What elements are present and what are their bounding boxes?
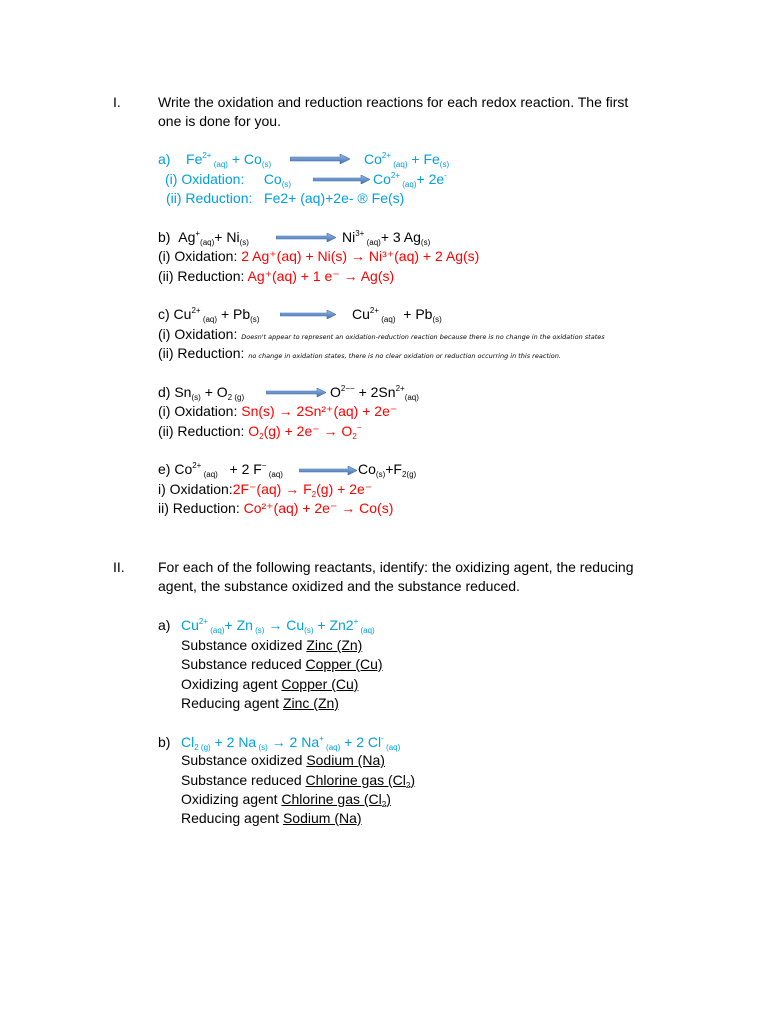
ii-a-row: Substance reduced Copper (Cu) [181, 656, 383, 672]
i-a-equation-right: $Co^{2+}$ $_{(aq)} + Fe_{(s)}$ [364, 151, 450, 169]
answer: Zinc (Zn) [282, 695, 339, 711]
ii-b-label: b) [158, 734, 171, 750]
i-b-reduction-line: (ii) Reduction: Ag⁺(aq) + 1 e⁻ → Ag(s) [158, 268, 395, 284]
i-d-reduction-answer: $O_2(g) + 2e^- \to O_2^-$ [248, 423, 362, 441]
i-c-oxidation-line: (i) Oxidation: Doesn't appear to represent an oxidation-reduction reaction because there is no change in the oxidation states [158, 326, 605, 342]
ii-a-row: Substance oxidized Zinc (Zn) [181, 637, 363, 653]
section-ii-numeral: II. [113, 559, 125, 575]
i-d-oxidation-line: (i) Oxidation: Sn(s) → 2Sn²⁺(aq) + 2e⁻ [158, 403, 398, 419]
section-ii-instruction-line2: agent, the substance oxidized and the substance reduced. [158, 578, 520, 594]
reaction-arrow [290, 154, 350, 164]
i-b-equation-right: $Ni^{3+}$ $_{(aq)}$+ 3 $Ag_{(s)}$ [342, 229, 431, 247]
i-b-equation-left: b) $Ag^+_{(aq)}+ Ni_{(s)}$ [158, 229, 249, 247]
ii-b-row: Oxidizing agent Chlorine gas $(Cl_2)$ [181, 791, 391, 809]
answer: Chlorine gas $(Cl_2)$ [281, 791, 391, 809]
i-b-oxidation-line: (i) Oxidation: 2 Ag⁺(aq) + Ni(s) → Ni³⁺(aq) + 2 Ag(s) [158, 248, 480, 264]
ii-b-equation: $Cl_{2 (g)} + 2$ Na $_{(s)}$ → 2 Na+ $_{(aq)}$ + 2 Cl- $_{(aq)}$ [181, 734, 401, 752]
answer: Sodium (Na) [306, 752, 385, 768]
section-ii-instruction-line1: For each of the following reactants, identify: the oxidizing agent, the reducing [158, 559, 634, 575]
ii-b-row: Reducing agent Sodium (Na) [181, 810, 362, 826]
ii-a-row: Reducing agent Zinc (Zn) [181, 695, 339, 711]
ii-b-row: Substance oxidized Sodium (Na) [181, 752, 385, 768]
i-a-equation-left: a) $Fe^{2+}$ $_{(aq)} + Co_{(s)}$ [158, 151, 272, 169]
i-a-reduction-line: (ii) Reduction: Fe2+ (aq)+2e- ® Fe(s) [166, 190, 405, 206]
i-d-equation-left: d) $Sn_{(s)} + O_{2 (g)}$ [158, 384, 245, 402]
i-e-reduction-answer: Co²⁺(aq) + 2e⁻ → Co(s) [243, 500, 394, 516]
i-e-oxidation-line: i) Oxidation:2F⁻(aq) → $F_2(g) + 2e^-$ [158, 481, 373, 499]
i-d-equation-right: $O^{2--} + 2Sn^{2+}_{(aq)}$ [330, 384, 419, 402]
i-c-equation-left: c) $Cu^{2+}$ $_{(aq)} + Pb_{(s)}$ [158, 306, 260, 324]
answer: Copper (Cu) [305, 656, 383, 672]
i-e-reduction-line: ii) Reduction: Co²⁺(aq) + 2e⁻ → Co(s) [158, 500, 394, 516]
i-c-reduction-note: no change in oxidation states, there is no clear oxidation or reduction occurring in this reaction. [248, 352, 561, 360]
answer: Zinc (Zn) [306, 637, 363, 653]
section-i-instruction-line2: one is done for you. [158, 113, 281, 129]
ii-a-label: a) [158, 617, 171, 633]
i-a-oxidation-line: (i) Oxidation: $Co_{(s)}$ [165, 171, 292, 189]
i-e-equation-left: e) $Co^{2+}$ $_{(aq)}$ + 2 F− $_{(aq)}$ [158, 461, 283, 479]
section-i-numeral: I. [113, 94, 121, 110]
reaction-arrow [280, 310, 336, 319]
reaction-arrow [313, 175, 370, 184]
section-i-instruction-line1: Write the oxidation and reduction reactions for each redox reaction. The first [158, 94, 629, 110]
i-b-oxidation-answer: 2 Ag⁺(aq) + Ni(s) → Ni³⁺(aq) + 2 Ag(s) [241, 248, 480, 264]
i-c-equation-right: $Cu^{2+}$ $_{(aq)} + Pb_{(s)}$ [352, 306, 442, 324]
i-d-reduction-line: (ii) Reduction: $O_2(g) + 2e^- \to O_2^-$ [158, 423, 362, 441]
ii-b-row: Substance reduced Chlorine gas $(Cl_2)$ [181, 772, 416, 790]
i-e-equation-right: $Co_{(s)}+F_{2(g)}$ [358, 461, 417, 479]
i-b-reduction-answer: Ag⁺(aq) + 1 e⁻ → Ag(s) [247, 268, 395, 284]
i-a-oxidation-right: $Co^{2+}$ $_{(aq)}$+ 2e- [373, 171, 447, 189]
i-d-oxidation-answer: Sn(s) → 2Sn²⁺(aq) + 2e⁻ [241, 403, 398, 419]
ii-a-equation: $Cu^{2+}$ $_{(aq)}$+ Zn $_{(s)} \to Cu_{(s)} + Zn2^+$ $_{(aq)}$ [181, 617, 375, 635]
i-e-oxidation-answer: $2F^-(aq) \to F_2(g) + 2e^-$ [232, 481, 373, 499]
i-c-oxidation-note: Doesn't appear to represent an oxidation-reduction reaction because there is no change in the oxidation states [241, 333, 605, 341]
reaction-arrow [266, 388, 326, 397]
answer: Sodium (Na) [282, 810, 362, 826]
ii-a-row: Oxidizing agent Copper (Cu) [181, 676, 359, 692]
answer: Copper (Cu) [281, 676, 359, 692]
reaction-arrow [299, 466, 357, 475]
reaction-arrow [276, 233, 336, 242]
i-c-reduction-line: (ii) Reduction: no change in oxidation states, there is no clear oxidation or reduction occurring in this reaction. [158, 345, 561, 361]
answer: Chlorine gas $(Cl_2)$ [305, 772, 416, 790]
